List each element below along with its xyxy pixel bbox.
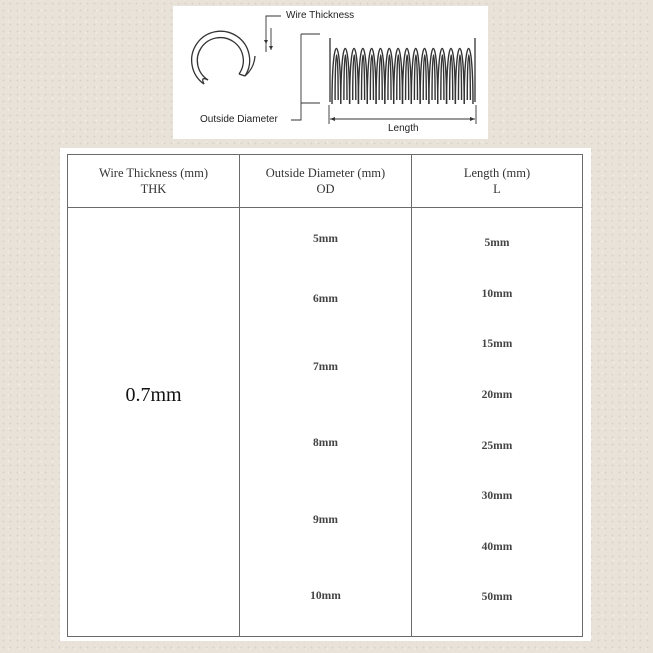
length-dimension (329, 105, 476, 124)
header-length-title: Length (mm) (463, 166, 531, 180)
outside-diameter-list (240, 208, 411, 636)
header-wire-thickness-title: Wire Thickness (mm) (99, 166, 208, 180)
spring-coil (455, 49, 464, 105)
spec-table-card (60, 148, 591, 641)
length-value: 15mm (481, 338, 513, 350)
od-value: 10mm (310, 590, 341, 602)
length-value: 30mm (481, 490, 513, 502)
spring-coil (341, 49, 350, 105)
spring-coil (429, 49, 438, 105)
spring-coil (358, 49, 367, 105)
wire-thickness-cell (68, 208, 240, 637)
spring-coil (411, 49, 420, 105)
header-length (412, 155, 583, 208)
header-outside-diameter (240, 155, 412, 208)
spring-coil (376, 49, 385, 105)
length-value: 20mm (481, 389, 513, 401)
spring-coil (367, 49, 376, 105)
spring-coil (385, 49, 394, 105)
spring-coil (394, 49, 403, 105)
od-value: 5mm (313, 233, 338, 245)
outside-diameter-leader (291, 34, 320, 120)
length-value: 25mm (481, 440, 513, 452)
wire-thickness-value: 0.7mm (125, 384, 182, 406)
length-value: 40mm (481, 541, 513, 553)
wire-thickness-label: Wire Thickness (286, 10, 355, 21)
outside-diameter-cell (240, 208, 412, 637)
header-wire-thickness-abbr: THK (140, 182, 167, 196)
header-outside-diameter-abbr: OD (316, 182, 335, 196)
header-outside-diameter-title: Outside Diameter (mm) (265, 166, 386, 180)
spring-side-view (332, 49, 473, 105)
spring-end-view (192, 31, 255, 84)
od-value: 8mm (313, 437, 338, 449)
od-value: 6mm (313, 293, 338, 305)
length-label: Length (388, 123, 419, 134)
values-row (68, 208, 583, 637)
outside-diameter-label: Outside Diameter (200, 114, 278, 125)
spring-coil (438, 49, 447, 105)
spring-diagram (173, 6, 488, 139)
header-row (68, 155, 583, 208)
od-value: 9mm (313, 514, 338, 526)
spec-table (67, 154, 583, 637)
spring-coil (420, 49, 429, 105)
od-value: 7mm (313, 361, 338, 373)
length-value: 50mm (481, 591, 513, 603)
length-cell (412, 208, 583, 637)
spring-coil (447, 49, 456, 105)
length-list (412, 208, 582, 636)
spring-coil (464, 49, 473, 105)
header-length-abbr: L (493, 182, 501, 196)
length-value: 10mm (481, 288, 513, 300)
header-wire-thickness (68, 155, 240, 208)
length-value: 5mm (484, 237, 510, 249)
spring-coil (403, 49, 412, 105)
wire-thickness-leader (264, 16, 281, 52)
spring-coil (332, 49, 341, 105)
spring-coil (350, 49, 359, 105)
